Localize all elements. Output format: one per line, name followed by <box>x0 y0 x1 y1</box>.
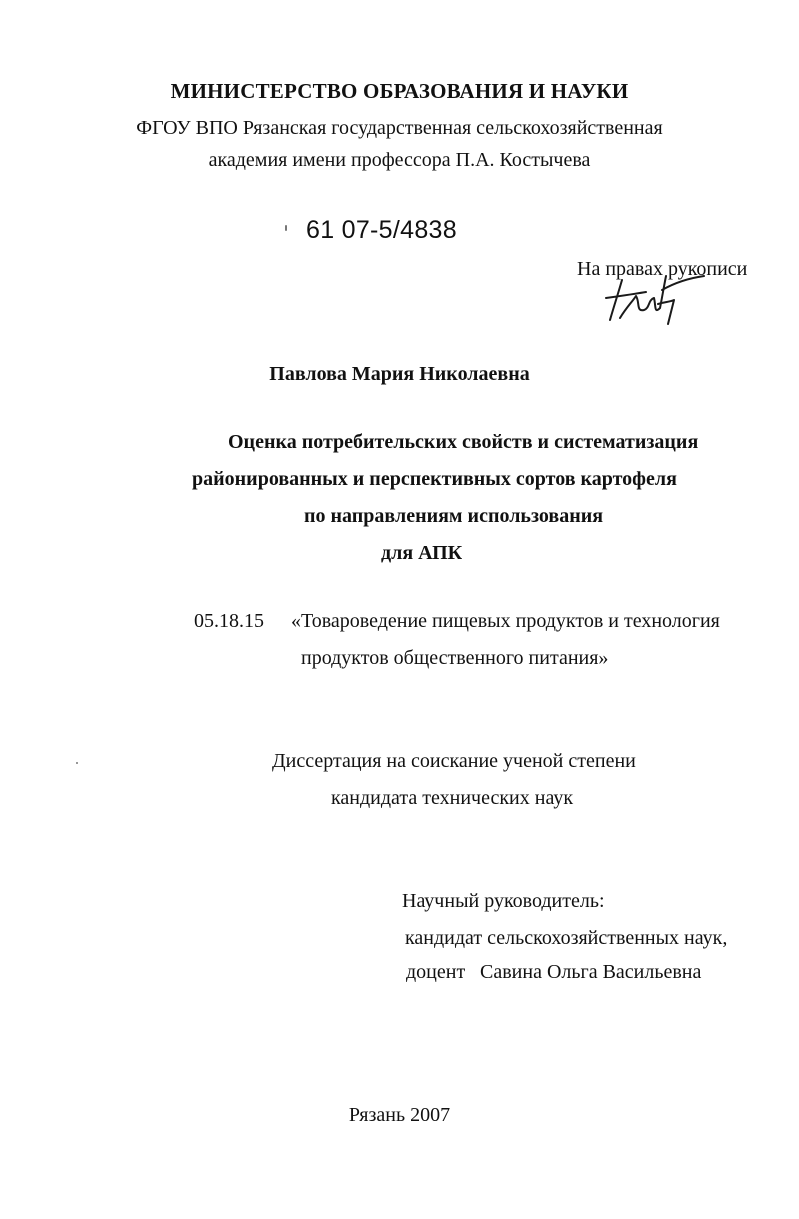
degree-line-2: кандидата технических наук <box>331 787 574 809</box>
manuscript-rights-note: На правах рукописи <box>577 258 748 280</box>
institution-line-1: ФГОУ ВПО Рязанская государственная сельскохозяйственная <box>136 117 663 139</box>
author-name: Павлова Мария Николаевна <box>269 363 530 385</box>
specialty-name-line-1: «Товароведение пищевых продуктов и технология <box>291 610 720 632</box>
degree-line-1: Диссертация на соискание ученой степени <box>272 750 636 772</box>
signature-icon <box>600 268 710 328</box>
title-line-2: районированных и перспективных сортов картофеля <box>192 468 677 490</box>
specialty-name-line-2: продуктов общественного питания» <box>301 647 609 669</box>
supervisor-name: Савина Ольга Васильевна <box>480 961 702 983</box>
signature-stroke <box>606 276 704 324</box>
title-line-1: Оценка потребительских свойств и систематизация <box>228 431 699 453</box>
specialty-code: 05.18.15 <box>194 610 264 632</box>
supervisor-degree: кандидат сельскохозяйственных наук, <box>405 927 728 949</box>
scan-speck <box>285 225 287 231</box>
stamp-number: 61 07-5/4838 <box>306 216 457 244</box>
title-line-3: по направлениям использования <box>304 505 604 527</box>
supervisor-position: доцент <box>406 961 466 983</box>
city-year: Рязань 2007 <box>348 1104 451 1126</box>
ministry-heading: МИНИСТЕРСТВО ОБРАЗОВАНИЯ И НАУКИ <box>170 79 629 103</box>
supervisor-label: Научный руководитель: <box>402 890 605 912</box>
institution-line-2: академия имени профессора П.А. Костычева <box>208 149 591 171</box>
scan-speck <box>76 762 78 764</box>
title-line-4: для АПК <box>381 542 463 564</box>
